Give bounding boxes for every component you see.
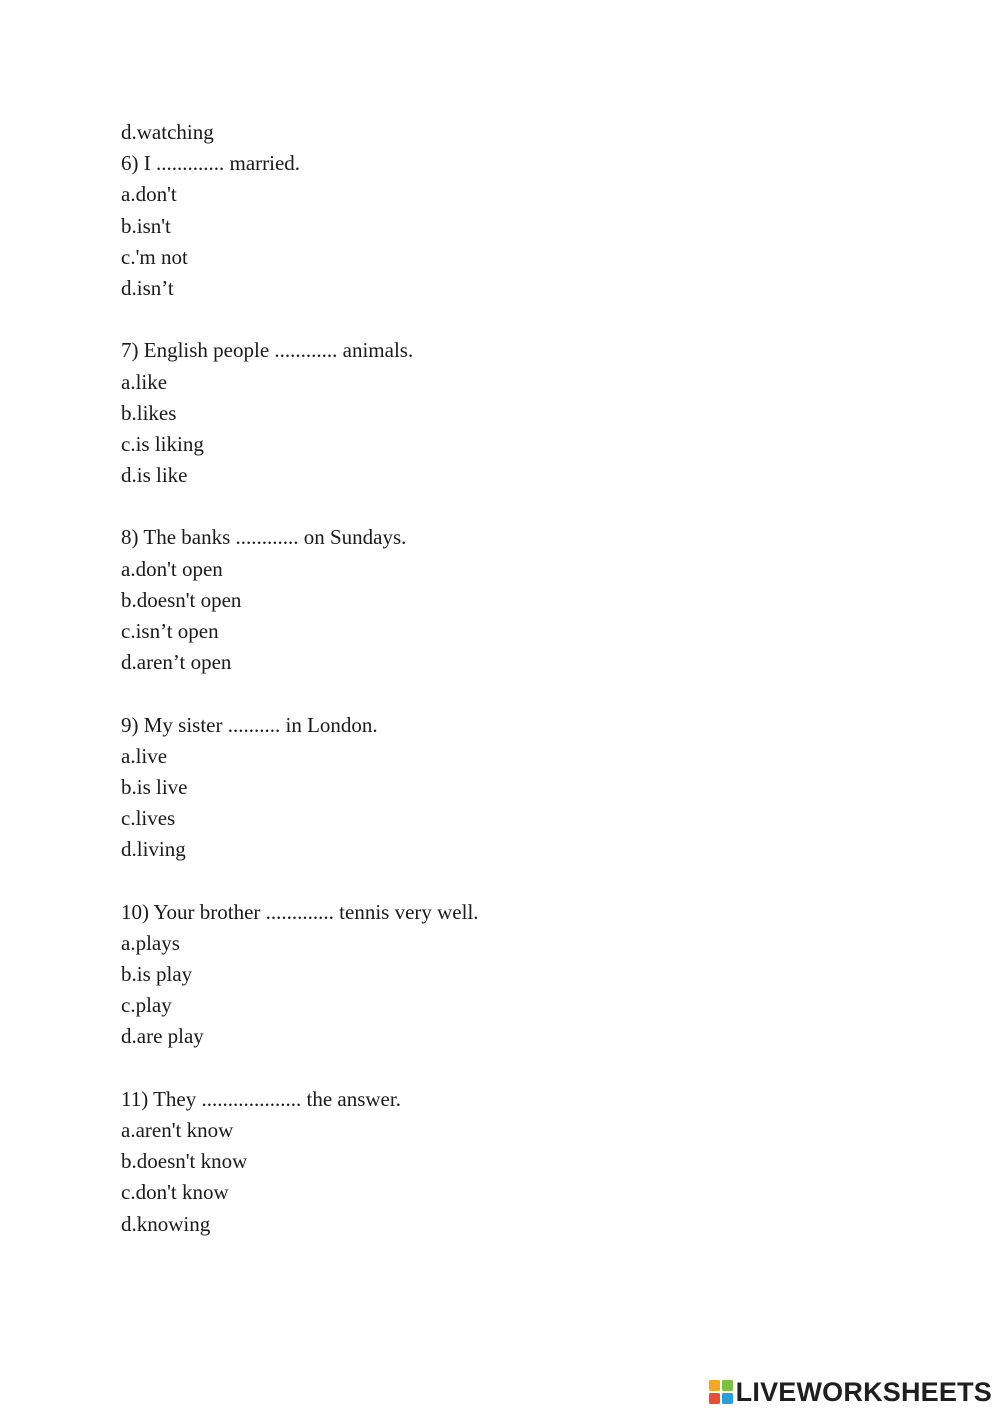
- option-line: b.is play: [121, 962, 193, 987]
- liveworksheets-logo-icon: [709, 1380, 733, 1404]
- spacer: [121, 866, 479, 897]
- option-line: d.isn’t: [121, 275, 174, 300]
- question-line: 11) They ................... the answer.: [121, 1086, 401, 1111]
- option-line: b.likes: [121, 400, 177, 425]
- question-line: 10) Your brother ............. tennis very well.: [121, 899, 479, 924]
- option-line: a.like: [121, 369, 168, 394]
- option-line: a.don't open: [121, 556, 223, 581]
- option-line: b.doesn't know: [121, 1149, 248, 1174]
- brand-wordmark: LIVEWORKSHEETS: [735, 1376, 992, 1407]
- question-line: 7) English people ............ animals.: [121, 338, 414, 363]
- spacer: [121, 1053, 479, 1084]
- option-line: a.don't: [121, 182, 177, 207]
- option-line: a.live: [121, 743, 168, 768]
- option-line: c.lives: [121, 806, 176, 831]
- option-line: d.knowing: [121, 1211, 211, 1236]
- spacer: [121, 678, 479, 709]
- worksheet-content: [121, 117, 479, 1240]
- option-line: a.aren't know: [121, 1118, 234, 1142]
- spacer: [121, 491, 479, 522]
- option-line: c.is liking: [121, 431, 204, 456]
- option-line: b.isn't: [121, 213, 171, 238]
- option-line: c.play: [121, 993, 172, 1018]
- option-line: d.are play: [121, 1024, 204, 1049]
- option-line: c.isn’t open: [121, 619, 219, 643]
- option-line: d.is like: [121, 463, 188, 488]
- option-line: c.don't know: [121, 1180, 229, 1205]
- question-line: 6) I ............. married.: [121, 151, 301, 176]
- option-line: d.living: [121, 837, 186, 862]
- option-line: c.'m not: [121, 244, 188, 269]
- question-line: 8) The banks ............ on Sundays.: [121, 525, 407, 550]
- option-line: d.watching: [121, 120, 214, 144]
- liveworksheets-brand[interactable]: [709, 1375, 992, 1409]
- option-line: d.aren’t open: [121, 650, 232, 675]
- option-line: a.plays: [121, 930, 180, 955]
- spacer: [121, 304, 479, 335]
- question-line: 9) My sister .......... in London.: [121, 712, 378, 737]
- option-line: b.is live: [121, 774, 188, 799]
- option-line: b.doesn't open: [121, 587, 242, 612]
